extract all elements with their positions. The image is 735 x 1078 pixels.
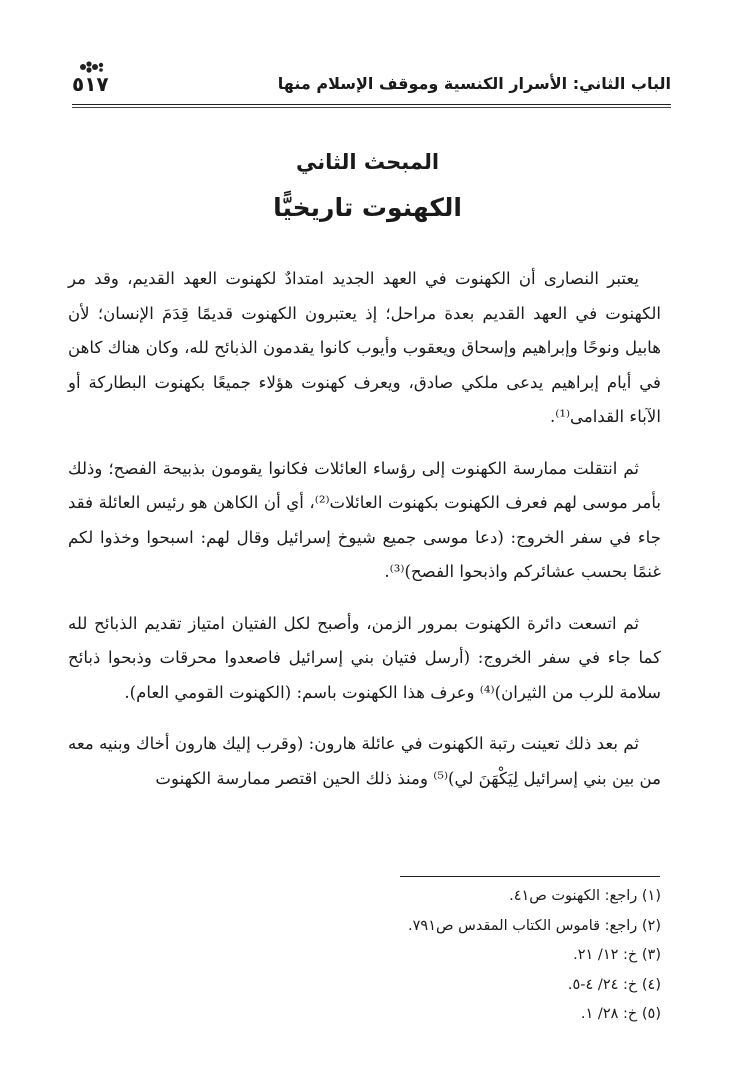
footnote: (٢) راجع: قاموس الكتاب المقدس ص٧٩١. bbox=[408, 917, 661, 934]
paragraph: ثم اتسعت دائرة الكهنوت بمرور الزمن، وأصبح لكل الفتيان امتياز تقديم الذبائح لله كما جاء في سفر الخروج: (أرسل فتيان بني إسرائيل فاصعدوا محرقات وذبحوا ذبائح سلامة للرب من الثيران)⁽⁴⁾ وعرف هذا الكهنوت باسم: (الكهنوت القومي العام). bbox=[68, 613, 661, 702]
footnote: (٤) خ: ٢٤/ ٤-٥. bbox=[567, 976, 661, 993]
footnote-rule bbox=[400, 876, 660, 877]
running-title: الباب الثاني: الأسرار الكنسية وموقف الإسلام منها bbox=[277, 74, 671, 93]
section-heading: المبحث الثاني bbox=[295, 150, 440, 174]
chapter-title: الكهنوت تاريخيًّا bbox=[273, 193, 462, 222]
footnote: (٥) خ: ٢٨/ ١. bbox=[580, 1006, 661, 1022]
header-rule-thin bbox=[72, 107, 671, 108]
running-header bbox=[72, 66, 671, 100]
footnote: (٣) خ: ١٢/ ٢١. bbox=[573, 947, 661, 963]
footnote: (١) راجع: الكهنوت ص٤١. bbox=[509, 888, 661, 904]
page-number: ٥١٧ bbox=[72, 72, 109, 96]
footnotes bbox=[300, 882, 661, 1030]
paragraph: ثم بعد ذلك تعينت رتبة الكهنوت في عائلة هارون: (وقرب إليك هارون أخاك وبنيه معه من بين بني إسرائيل لِيَكْهَنَ لي)⁽⁵⁾ ومنذ ذلك الحين اقتصر ممارسة الكهنوت bbox=[68, 734, 661, 788]
header-rule bbox=[72, 104, 671, 105]
paragraph: ثم انتقلت ممارسة الكهنوت إلى رؤساء العائلات فكانوا يقومون بذبيحة الفصح؛ وذلك بأمر موسى لهم فعرف الكهنوت بكهنوت العائلات⁽²⁾، أي أن الكاهن هو رئيس العائلة فقد جاء في سفر الخروج: (دعا موسى جميع شيوخ إسرائيل وقال لهم: اسبحوا وخذوا لكم غنمًا بحسب عشائركم واذبحوا الفصح)⁽³⁾. bbox=[68, 458, 661, 581]
body-text bbox=[68, 262, 661, 796]
paragraph: يعتبر النصارى أن الكهنوت في العهد الجديد امتدادٌ لكهنوت العهد القديم، وقد مر الكهنوت في العهد القديم بعدة مراحل؛ إذ يعتبرون الكهنوت قديمًا قِدَمَ الإنسان؛ لأن هابيل ونوحًا وإبراهيم وإسحاق ويعقوب وأيوب كانوا يقدمون الذبائح لله، وكان هناك كاهن في أيام إبراهيم يدعى ملكي صادق، ويعرف كهنوت هؤلاء جميعًا بكهنوت البطاركة أو الآباء القدامى⁽¹⁾. bbox=[68, 269, 661, 426]
